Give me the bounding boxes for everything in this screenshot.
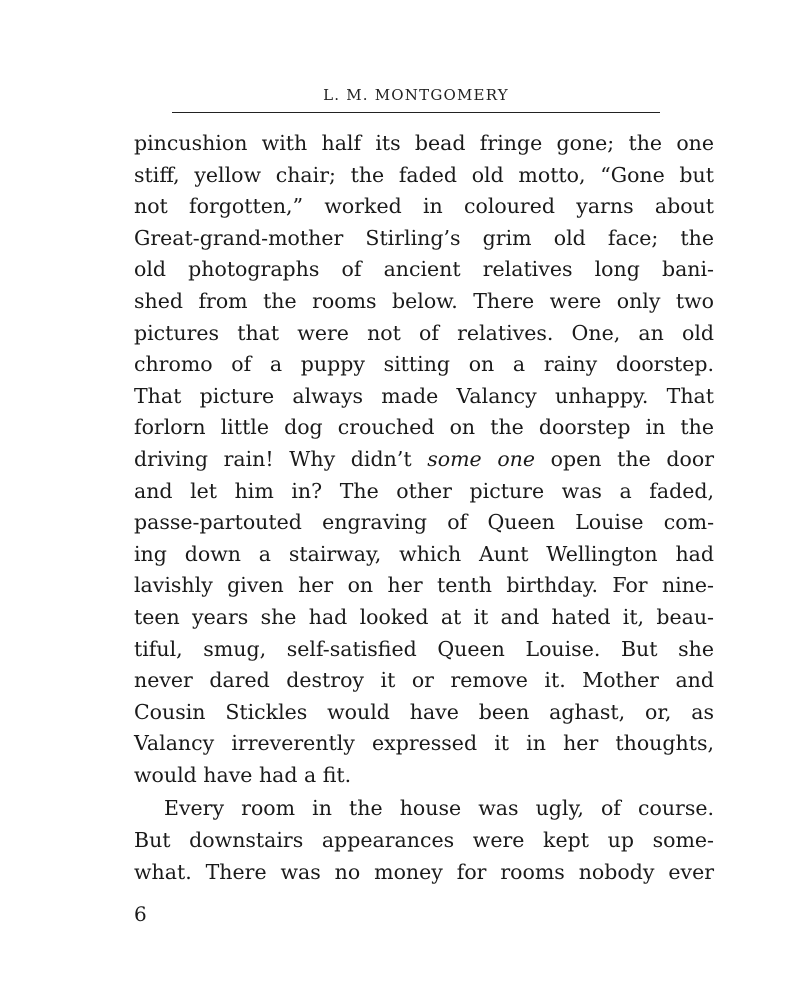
text-line: passe-partouted engraving of Queen Louise com- (134, 510, 714, 535)
text-line: chromo of a puppy sitting on a rainy doorstep. (134, 352, 714, 377)
text-line: and let him in? The other picture was a faded, (134, 478, 714, 503)
text-line: Valancy irreverently expressed it in her thoughts, (134, 731, 714, 756)
text-line: tiful, smug, self-satisfied Queen Louise. But she (134, 636, 714, 661)
line-text-after: open the door (535, 446, 714, 471)
text-line: shed from the rooms below. There were only two (134, 288, 714, 313)
text-line: pictures that were not of relatives. One, an old (134, 320, 714, 345)
text-line-with-emphasis (134, 444, 714, 476)
text-line: stiff, yellow chair; the faded old motto, “Gone but (134, 162, 714, 187)
text-line: lavishly given her on her tenth birthday. For nine- (134, 573, 714, 598)
text-line: teen years she had looked at it and hated it, beau- (134, 604, 714, 629)
emphasized-text: some one (427, 446, 536, 471)
text-line: pincushion with half its bead fringe gone; the one (134, 131, 714, 155)
text-line: what. There was no money for rooms nobody ever (134, 859, 714, 884)
text-line: Every room in the house was ugly, of course. (164, 796, 714, 821)
text-line: would have had a fit. (134, 762, 352, 787)
text-line: ing down a stairway, which Aunt Wellington had (134, 541, 714, 566)
text-line: But downstairs appearances were kept up some- (134, 828, 714, 853)
text-line: not forgotten,” worked in coloured yarns about (134, 194, 714, 219)
text-line: old photographs of ancient relatives long bani- (134, 257, 714, 282)
body-text (134, 128, 714, 888)
line-text-before: driving rain! Why didn’t (134, 446, 428, 471)
text-line: That picture always made Valancy unhappy. That (134, 383, 714, 408)
header-rule (172, 112, 660, 113)
text-line: Great-grand-mother Stirling’s grim old face; the (134, 225, 714, 250)
text-line: forlorn little dog crouched on the doorstep in the (134, 415, 714, 440)
text-line: never dared destroy it or remove it. Mother and (134, 668, 714, 693)
text-line: Cousin Stickles would have been aghast, or, as (134, 699, 714, 724)
page-number: 6 (134, 902, 147, 926)
running-head: L. M. MONTGOMERY (323, 86, 509, 104)
